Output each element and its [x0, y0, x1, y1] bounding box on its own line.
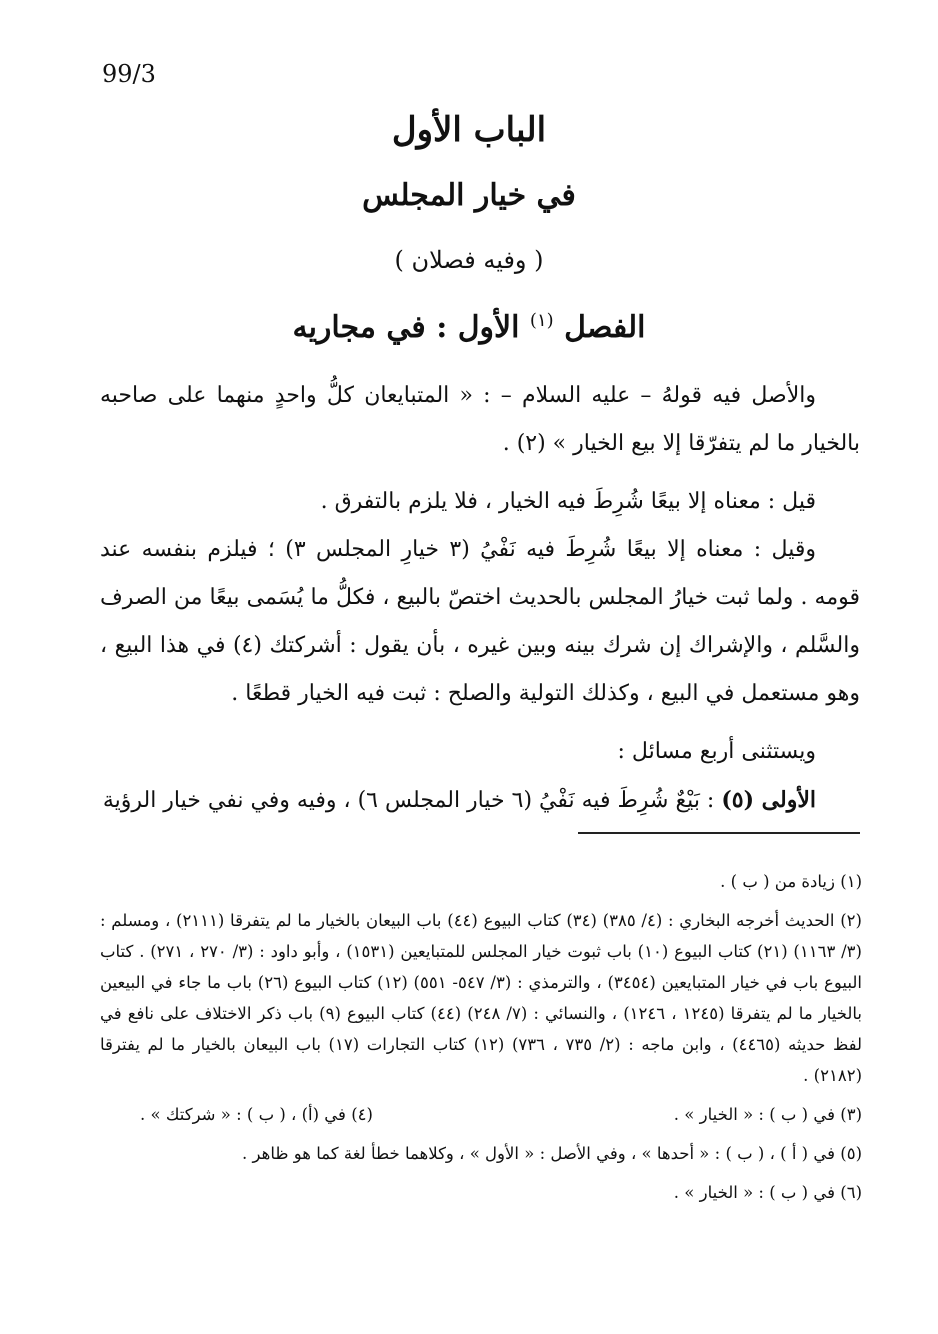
paragraph-first-exception [100, 776, 860, 825]
section-heading-end: الأول : في مجاريه [292, 310, 520, 345]
page-number: 99/3 [102, 60, 156, 88]
paragraph-exceptions-intro: ويستثنى أربع مسائل : [617, 739, 816, 764]
main-text [100, 372, 860, 825]
first-exception-label: الأولى (٥) [721, 787, 816, 813]
footnote-3: (٣) في ( ب ) : « الخيار » . [673, 1105, 862, 1124]
paragraph-hadith: والأصل فيه قولهُ – عليه السلام – : « المتبايعان كلُّ واحدٍ منهما على صاحبه بالخيار ما لم يتفرّقا إلا بيع الخيار » (٢) . [100, 383, 860, 456]
section-heading [0, 310, 938, 345]
section-heading-start: الفصل [564, 310, 646, 345]
chapter-title: في خيار المجلس [362, 178, 576, 213]
chapter-subtitle: ( وفيه فصلان ) [394, 246, 544, 274]
footnote-marker-1: (١) [529, 310, 554, 331]
footnote-4: (٤) في (أ) ، ( ب ) : « شركتك » . [140, 1105, 373, 1124]
footnote-5: (٥) في ( أ ) ، ( ب ) : « أحدها » ، وفي الأصل : « الأول » ، وكلاهما خطأ لغة كما هو ظاهر . [242, 1144, 862, 1163]
paragraph-second-opinion: وقيل : معناه إلا بيعًا شُرِطَ فيه نَفْيُ (٣ خيارِ المجلس ٣) ؛ فيلزم بنفسه عند قومه . ولما ثبت خيارُ المجلس بالحديث اختصّ بالبيع ، فكلُّ ما يُسَمى بيعًا من الصرف والسَّلم ، والإشراك إن شرك بينه وبين غيره ، بأن يقول : أشركتك (٤) في هذا البيع ، وهو مستعمل في البيع ، وكذلك التولية والصلح : ثبت فيه الخيار قطعًا . [100, 537, 860, 706]
footnote-divider [578, 832, 860, 834]
footnote-row-3-4 [100, 1099, 862, 1130]
footnote-1: (١) زيادة من ( ب ) . [720, 872, 862, 891]
first-exception-text: : بَيْعٌ شُرِطَ فيه نَفْيُ (٦ خيار المجلس ٦) ، وفيه وفي نفي خيار الرؤية [102, 788, 722, 813]
footnote-2: (٢) الحديث أخرجه البخاري : (٤/ ٣٨٥) (٣٤) كتاب البيوع (٤٤) باب البيعان بالخيار ما لم يتفرقا (٢١١١) ، ومسلم : (٣/ ١١٦٣) (٢١) كتاب البيوع (١٠) باب ثبوت خيار المجلس للمتبايعين (١٥٣١) ، وأبو داود : (٣/ ٢٧٠ ، ٢٧١) . كتاب البيوع باب في خيار المتبايعين (٣٤٥٤) ، والترمذي : (٣/ ٥٤٧- ٥٥١) (١٢) كتاب البيوع (٢٦) باب ما جاء في البيعين بالخيار ما لم يتفرقا (١٢٤٥ ، ١٢٤٦) ، والنسائي : (٧/ ٢٤٨) (٤٤) كتاب البيوع (٩) باب ذكر الاختلاف على نافع في لفظ حديثه (٤٤٦٥) ، وابن ماجه : (٢/ ٧٣٥ ، ٧٣٦) (١٢) كتاب التجارات (١٧) باب البيعان بالخيار ما لم يفترقا (٢١٨٢) . [100, 911, 863, 1085]
chapter-heading: الباب الأول [391, 110, 547, 150]
footnotes [100, 866, 862, 1216]
footnote-6: (٦) في ( ب ) : « الخيار » . [673, 1183, 862, 1202]
paragraph-first-opinion: قيل : معناه إلا بيعًا شُرِطَ فيه الخيار ، فلا يلزم بالتفرق . [320, 489, 816, 514]
